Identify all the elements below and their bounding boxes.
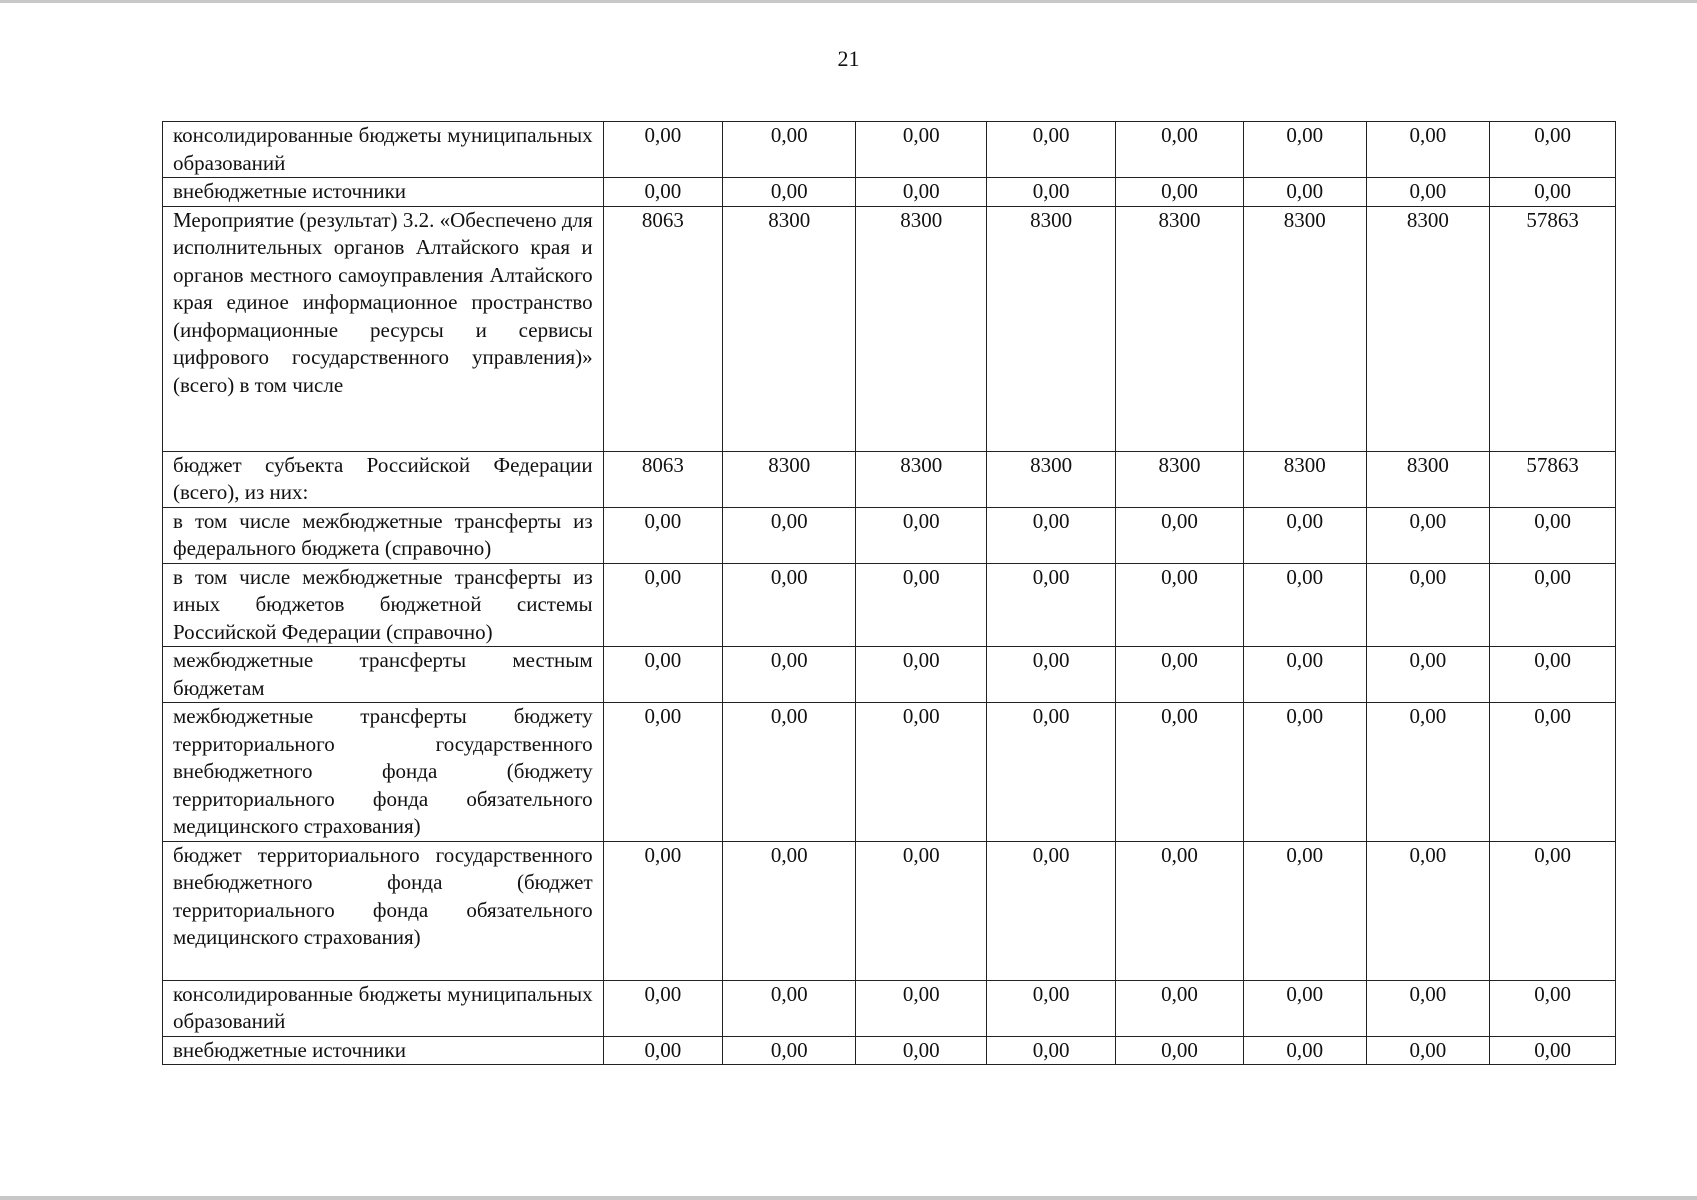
value-cell: 0,00 — [1243, 507, 1366, 563]
table-row — [163, 703, 1616, 842]
scan-top-edge — [0, 0, 1697, 3]
total-cell: 57863 — [1490, 451, 1616, 507]
total-cell: 0,00 — [1490, 647, 1616, 703]
value-cell: 8063 — [603, 451, 723, 507]
total-cell: 0,00 — [1490, 1036, 1616, 1065]
value-cell: 0,00 — [603, 178, 723, 207]
total-cell: 0,00 — [1490, 841, 1616, 980]
total-cell: 0,00 — [1490, 980, 1616, 1036]
total-cell: 57863 — [1490, 206, 1616, 451]
value-cell: 0,00 — [987, 122, 1116, 178]
value-cell: 0,00 — [1243, 178, 1366, 207]
value-cell: 0,00 — [1116, 1036, 1244, 1065]
value-cell: 0,00 — [987, 841, 1116, 980]
value-cell: 8300 — [1366, 206, 1490, 451]
value-cell: 0,00 — [1366, 703, 1490, 842]
value-cell: 0,00 — [987, 178, 1116, 207]
value-cell: 0,00 — [1116, 563, 1244, 647]
value-cell: 0,00 — [1243, 1036, 1366, 1065]
value-cell: 0,00 — [1366, 647, 1490, 703]
value-cell: 0,00 — [987, 647, 1116, 703]
value-cell: 8063 — [603, 206, 723, 451]
value-cell: 0,00 — [856, 980, 987, 1036]
value-cell: 0,00 — [723, 703, 856, 842]
value-cell: 0,00 — [1366, 122, 1490, 178]
value-cell: 0,00 — [723, 841, 856, 980]
table-row — [163, 122, 1616, 178]
value-cell: 0,00 — [723, 507, 856, 563]
value-cell: 0,00 — [856, 841, 987, 980]
value-cell: 0,00 — [1116, 507, 1244, 563]
total-cell: 0,00 — [1490, 507, 1616, 563]
value-cell: 0,00 — [1366, 1036, 1490, 1065]
value-cell: 0,00 — [856, 1036, 987, 1065]
value-cell: 0,00 — [1366, 507, 1490, 563]
table-row — [163, 178, 1616, 207]
value-cell: 8300 — [1243, 451, 1366, 507]
row-label: бюджет субъекта Российской Федерации (всего), из них: — [163, 451, 604, 507]
value-cell: 0,00 — [1366, 841, 1490, 980]
value-cell: 0,00 — [856, 647, 987, 703]
table-row — [163, 1036, 1616, 1065]
value-cell: 0,00 — [1366, 563, 1490, 647]
value-cell: 0,00 — [1243, 563, 1366, 647]
value-cell: 0,00 — [1366, 980, 1490, 1036]
row-label: Мероприятие (результат) 3.2. «Обеспечено для исполнительных органов Алтайского края и органов местного самоуправления Алтайского края единое информационное пространство (информационные ресурсы и сервисы цифрового государственного управления)» (всего) в том числе — [163, 206, 604, 451]
value-cell: 0,00 — [603, 647, 723, 703]
value-cell: 8300 — [723, 206, 856, 451]
value-cell: 0,00 — [723, 563, 856, 647]
value-cell: 8300 — [1243, 206, 1366, 451]
value-cell: 8300 — [987, 451, 1116, 507]
value-cell: 0,00 — [603, 980, 723, 1036]
budget-table — [162, 121, 1616, 1065]
value-cell: 0,00 — [987, 563, 1116, 647]
value-cell: 0,00 — [856, 507, 987, 563]
value-cell: 8300 — [856, 451, 987, 507]
table-row — [163, 451, 1616, 507]
scan-bottom-edge — [0, 1196, 1697, 1200]
value-cell: 0,00 — [603, 1036, 723, 1065]
value-cell: 0,00 — [1243, 122, 1366, 178]
value-cell: 8300 — [987, 206, 1116, 451]
row-label: внебюджетные источники — [163, 178, 604, 207]
page-number: 21 — [837, 46, 860, 71]
value-cell: 0,00 — [723, 980, 856, 1036]
row-label: бюджет территориального государственного внебюджетного фонда (бюджет территориального фонда обязательного медицинского страхования) — [163, 841, 604, 980]
value-cell: 0,00 — [723, 647, 856, 703]
total-cell: 0,00 — [1490, 178, 1616, 207]
value-cell: 0,00 — [987, 980, 1116, 1036]
value-cell: 8300 — [1116, 451, 1244, 507]
value-cell: 0,00 — [1116, 980, 1244, 1036]
row-label: консолидированные бюджеты муниципальных образований — [163, 980, 604, 1036]
value-cell: 0,00 — [1116, 841, 1244, 980]
table-row — [163, 647, 1616, 703]
value-cell: 0,00 — [1243, 841, 1366, 980]
table-row — [163, 206, 1616, 451]
value-cell: 8300 — [1366, 451, 1490, 507]
value-cell: 0,00 — [1116, 647, 1244, 703]
value-cell: 8300 — [1116, 206, 1244, 451]
value-cell: 0,00 — [987, 507, 1116, 563]
value-cell: 8300 — [856, 206, 987, 451]
value-cell: 0,00 — [603, 563, 723, 647]
value-cell: 0,00 — [987, 1036, 1116, 1065]
row-label: межбюджетные трансферты бюджету территориального государственного внебюджетного фонда (бюджету территориального фонда обязательного медицинского страхования) — [163, 703, 604, 842]
row-label: в том числе межбюджетные трансферты из иных бюджетов бюджетной системы Российской Федерации (справочно) — [163, 563, 604, 647]
row-label: консолидированные бюджеты муниципальных образований — [163, 122, 604, 178]
value-cell: 0,00 — [603, 122, 723, 178]
row-label: в том числе межбюджетные трансферты из федерального бюджета (справочно) — [163, 507, 604, 563]
row-label: внебюджетные источники — [163, 1036, 604, 1065]
value-cell: 0,00 — [856, 178, 987, 207]
value-cell: 0,00 — [1243, 980, 1366, 1036]
value-cell: 0,00 — [1243, 703, 1366, 842]
value-cell: 0,00 — [603, 841, 723, 980]
value-cell: 0,00 — [1116, 122, 1244, 178]
value-cell: 0,00 — [603, 703, 723, 842]
value-cell: 0,00 — [856, 563, 987, 647]
row-label: межбюджетные трансферты местным бюджетам — [163, 647, 604, 703]
value-cell: 0,00 — [603, 507, 723, 563]
value-cell: 0,00 — [723, 178, 856, 207]
value-cell: 0,00 — [856, 122, 987, 178]
value-cell: 0,00 — [1116, 703, 1244, 842]
total-cell: 0,00 — [1490, 563, 1616, 647]
table-row — [163, 980, 1616, 1036]
total-cell: 0,00 — [1490, 122, 1616, 178]
total-cell: 0,00 — [1490, 703, 1616, 842]
value-cell: 0,00 — [1243, 647, 1366, 703]
table-row — [163, 507, 1616, 563]
value-cell: 0,00 — [1366, 178, 1490, 207]
value-cell: 0,00 — [1116, 178, 1244, 207]
table-row — [163, 841, 1616, 980]
value-cell: 0,00 — [723, 1036, 856, 1065]
value-cell: 8300 — [723, 451, 856, 507]
value-cell: 0,00 — [723, 122, 856, 178]
value-cell: 0,00 — [856, 703, 987, 842]
table-row — [163, 563, 1616, 647]
value-cell: 0,00 — [987, 703, 1116, 842]
